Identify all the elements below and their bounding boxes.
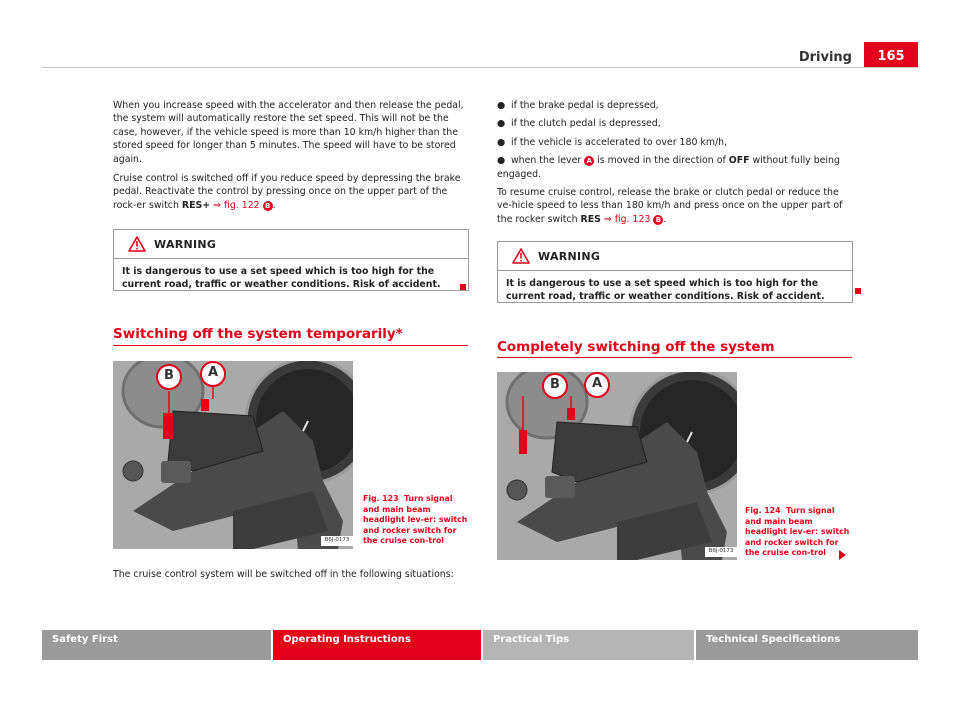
paragraph-speed-restore: When you increase speed with the accelerator and then release the pedal, the system will automatically restore the set speed. This will not be the case, however, if the vehicle speed is more than 10 km/h higher than the stored speed for longer than 5 minutes. The speed will have to be stored again. [113,100,464,165]
warning-text: It is dangerous to use a set speed which is too high for the current road, traffic or weather conditions. Risk of accident. [122,266,441,290]
footer-tab-practical-tips[interactable]: Practical Tips [483,630,694,660]
warning-header [498,242,852,271]
cruise-control-lever-illustration [113,361,353,549]
left-column [113,99,465,212]
section-end-mark [460,284,466,290]
paragraph-cruise-off [113,172,465,212]
footer-tab-technical-specifications[interactable]: Technical Specifications [696,630,918,660]
right-column [497,99,852,226]
label-b: B [164,368,174,383]
figure-124-image [497,372,737,560]
figure-123-image [113,361,353,549]
list-item: ● if the brake pedal is depressed, [497,100,659,111]
list-item: ● if the vehicle is accelerated to over 180 km/h, [497,136,728,148]
warning-icon [512,248,530,264]
text: . [663,213,667,225]
caption-text: Turn signal and main beam headlight lev-er: switch and rocker switch for the cruise con-trol [363,494,468,545]
figure-code: B6J-0173 [708,548,734,554]
text: To resume cruise control, release the brake or clutch pedal or reduce the ve-hicle speed to less than 180 km/h and press once on the upper part of the rocker switch [497,187,843,225]
section-end-mark [855,288,861,294]
figure-124-caption [745,506,852,559]
figure-code: B6J-0173 [324,537,350,543]
ref-badge-a: A [584,156,594,166]
header-rule [42,67,918,68]
off-label: OFF [728,155,750,167]
warning-box-right [497,241,853,303]
warning-text: It is dangerous to use a set speed which is too high for the current road, traffic or weather conditions. Risk of accident. [506,278,825,302]
label-b: B [550,377,560,392]
warning-header [114,230,468,259]
warning-title: WARNING [154,237,217,251]
label-a: A [591,376,603,391]
warning-icon [128,236,146,252]
footer-tab-operating-instructions[interactable]: Operating Instructions [273,630,481,660]
warning-box-left [113,229,469,291]
ref-badge-b: B [653,215,663,225]
res-label: RES [580,213,601,225]
cruise-control-lever-illustration [497,372,737,560]
paragraph-resume-cruise [497,186,852,226]
figure-link[interactable]: ⇒ fig. 123 [603,213,651,225]
section-title-left: Switching off the system temporarily* [113,326,403,342]
section-rule-left [113,345,468,346]
paragraph-switch-off-situations: The cruise control system will be switched off in the following situations: [113,569,454,580]
figure-link[interactable]: ⇒ fig. 122 [213,199,260,211]
text: if the brake pedal is depressed, [511,100,659,111]
footer-nav [42,630,918,660]
section-title-right: Completely switching off the system [497,339,775,355]
figure-123-caption [363,494,468,547]
list-item: ● if the clutch pedal is depressed, [497,118,661,130]
warning-title: WARNING [538,249,601,263]
text: is moved in the direction of [594,155,729,167]
footer-tab-safety-first[interactable]: Safety First [42,630,271,660]
caption-text: Turn signal and main beam headlight lev-er: switch and rocker switch for the cruise con-trol [745,506,850,557]
res-plus-label: RES+ [181,199,211,211]
text: when the lever [511,155,585,167]
text: if the clutch pedal is depressed, [511,118,661,130]
section-rule-right [497,357,852,358]
list-item: ● when the lever A is moved in the direction of OFF without fully being engaged. [497,155,840,180]
continue-arrow-icon [839,550,846,560]
page-number: 165 [864,42,918,68]
label-a: A [207,365,219,380]
text: if the vehicle is accelerated to over 180 km/h, [511,136,728,148]
caption-number: Fig. 124 [745,506,781,515]
caption-number: Fig. 123 [363,494,399,503]
text: Cruise control is switched off if you reduce speed by depressing the brake pedal. Reactivate the control by pressing once on the upper part of the rock-er switch [113,173,461,211]
text: without fully being engaged. [497,155,840,180]
ref-badge-b: B [263,201,273,211]
chapter-title: Driving [798,50,852,65]
text: . [272,199,276,211]
